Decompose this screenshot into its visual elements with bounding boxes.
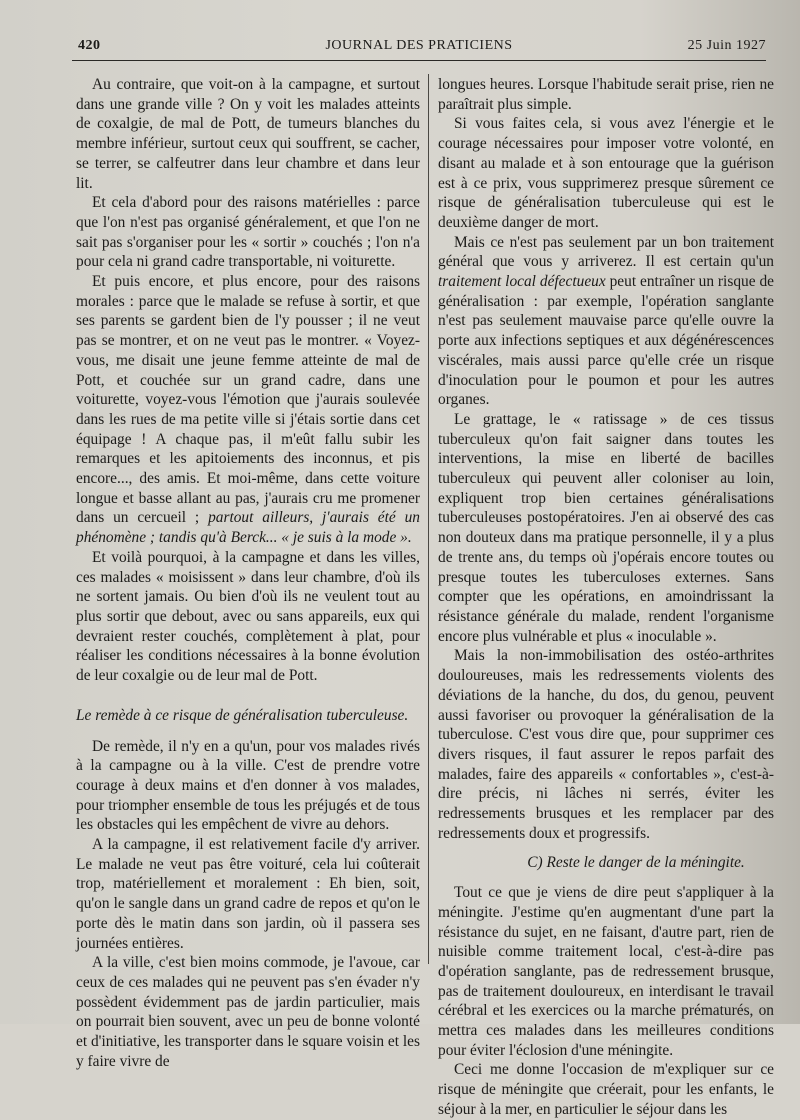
header-rule [72,60,766,61]
running-header [72,38,766,58]
italic-quote: partout ailleurs, j'aurais été un phénomène ; tandis qu'à Berck... « je suis à la mode ». [76,509,421,547]
paragraph: Si vous faites cela, si vous avez l'énergie et le courage nécessaires pour imposer votre volonté, en disant au malade et à son entourage que la guérison est à ce prix, vous supprimerez presque sûrement ce risque de généralisation tuberculeuse qui est le deuxième danger de mort. [438,115,774,231]
italic-term: traitement local défectueux [438,273,606,291]
paragraph [76,272,420,548]
paragraph: Et cela d'abord pour des raisons matérielles : parce que l'on n'est pas organisé généralement, et que l'on ne sait pas s'organiser pour les « sortir » couchés ; l'on n'a pour cela ni grand cadre transportable, ni voiturette. [76,194,420,271]
section-subheading: C) Reste le danger de la méningite. [527,854,745,872]
paragraph-text: peut entraîner un risque de généralisation : par exemple, l'opération sanglante n'est pas seulement mauvaise parce qu'elle ouvre la porte aux infections septiques et aux dégénérescences viscérales, mais aussi parce qu'elle crée un risque d'inoculation pour le poumon et pour les autres organes. [438,273,774,409]
paragraph: De remède, il n'y en a qu'un, pour vos malades rivés à la campagne ou à la ville. C'est de prendre votre courage à deux mains et d'en donner à vos malades, pour triompher ensemble de tous les préjugés et de tous les obstacles qui les empêchent de vivre au dehors. [76,737,420,834]
column-divider [428,74,429,964]
paragraph: Et voilà pourquoi, à la campagne et dans les villes, ces malades « moisissent » dans leur chambre, d'où ils ne sortent jamais. Ou bien d'où ils ne veulent tout au plus sortir que debout, avec ou sans appareils, eux qui devraient rester couchés, complètement à plat, pour réaliser les conditions nécessaires à la bonne évolution de leur coxalgie ou de leur mal de Pott. [76,548,420,685]
paragraph: Ceci me donne l'occasion de m'expliquer sur ce risque de méningite que créerait, pour les enfants, le séjour à la mer, en particulier le séjour dans les [438,1061,774,1118]
journal-title: JOURNAL DES PRATICIENS [325,38,513,53]
paragraph: Mais la non-immobilisation des ostéo-arthrites douloureuses, mais les redressements violents des déviations de la hanche, du dos, du genou, peuvent aussi favoriser ou provoquer la généralisation de la tuberculose. C'est vous dire que, pour supprimer ces divers risques, il faut assurer le repos parfait des malades, faire des appareils « confortables », c'est-à-dire précis, ni lâches ni serrés, éviter les redressements brusques et les remplacer par des redressements doux et progressifs. [438,647,774,842]
right-column [438,75,774,1120]
page-number: 420 [78,38,101,53]
paragraph [438,233,774,410]
left-column [76,75,420,1071]
section-subheading: Le remède à ce risque de généralisation tuberculeuse. [76,706,409,724]
paragraph: Le grattage, le « ratissage » de ces tissus tuberculeux qu'on fait saigner dans toutes les interventions, la mise en liberté de bacilles tuberculeux qui peuvent aller coloniser au loin, expliquent trop bien certaines généralisations tuberculeuses postopératoires. J'en ai observé des cas non douteux dans ma pratique personnelle, il y a plus de trente ans, du temps où j'opérais encore toutes ou presque toutes les tuberculoses externes. Sans compter que les opérations, en amoindrissant la résistance générale du malade, rendent l'organisme encore plus vulnérable et plus « inoculable ». [438,410,774,645]
paragraph: A la ville, c'est bien moins commode, je l'avoue, car ceux de ces malades qui ne peuvent pas s'en évader n'y possèdent évidemment pas de jardin particulier, mais on pourrait bien souvent, avec un peu de bonne volonté et d'initiative, les transporter dans le square voisin et les y faire vivre de [76,954,420,1070]
paragraph-text: Mais ce n'est pas seulement par un bon traitement général que vous y arriverez. Il est certain qu'un [438,233,774,271]
paragraph: longues heures. Lorsque l'habitude serait prise, rien ne paraîtrait plus simple. [438,76,774,113]
paragraph: Au contraire, que voit-on à la campagne, et surtout dans une grande ville ? On y voit les malades atteints de coxalgie, de mal de Pott, de tumeurs blanches du membre inférieur, surtout ceux qui souffrent, se cacher, se terrer, se calfeutrer dans leur chambre et dans leur lit. [76,76,420,192]
paragraph: Tout ce que je viens de dire peut s'appliquer à la méningite. J'estime qu'en augmentant d'une part la résistance du sujet, en ne faisant, d'autre part, rien de nuisible comme traitement local, c'est-à-dire pas d'opération sanglante, pas de redressement brusque, pas de traitement douloureux, en interdisant le travail cérébral et les exercices ou la marche prématurés, on mettra ces malades dans les meilleures conditions pour éviter l'éclosion d'une méningite. [438,884,774,1059]
paragraph-text: Et puis encore, et plus encore, pour des raisons morales : parce que le malade se refuse à sortir, et que ses parents se gardent bien de l'y pousser ; il ne veut pas se montrer, et on ne veut pas le montrer. « Voyez-vous, me disait une jeune femme atteinte de mal de Pott, et couchée sur un grand cadre, dans une voiturette, voyez-vous l'émotion que j'aurais soulevée dans les rues de ma petite ville si j'étais sortie dans cet équipage ! A chaque pas, il m'eût fallu subir les remarques et les apitoiements des inconnus, et pis encore..., des amis. Et moi-même, dans cette voiture longue et basse allant au pas, j'aurais cru me promener dans un cercueil ; [76,273,420,527]
issue-date: 25 Juin 1927 [687,38,766,53]
paragraph: A la campagne, il est relativement facile d'y arriver. Le malade ne veut pas être voituré, cela lui coûterait trop, matériellement et moralement : Eh bien, soit, qu'on le sangle dans un grand cadre de repos et qu'on le porte dès le matin dans son jardin, où il passera ses journées entières. [76,836,420,952]
